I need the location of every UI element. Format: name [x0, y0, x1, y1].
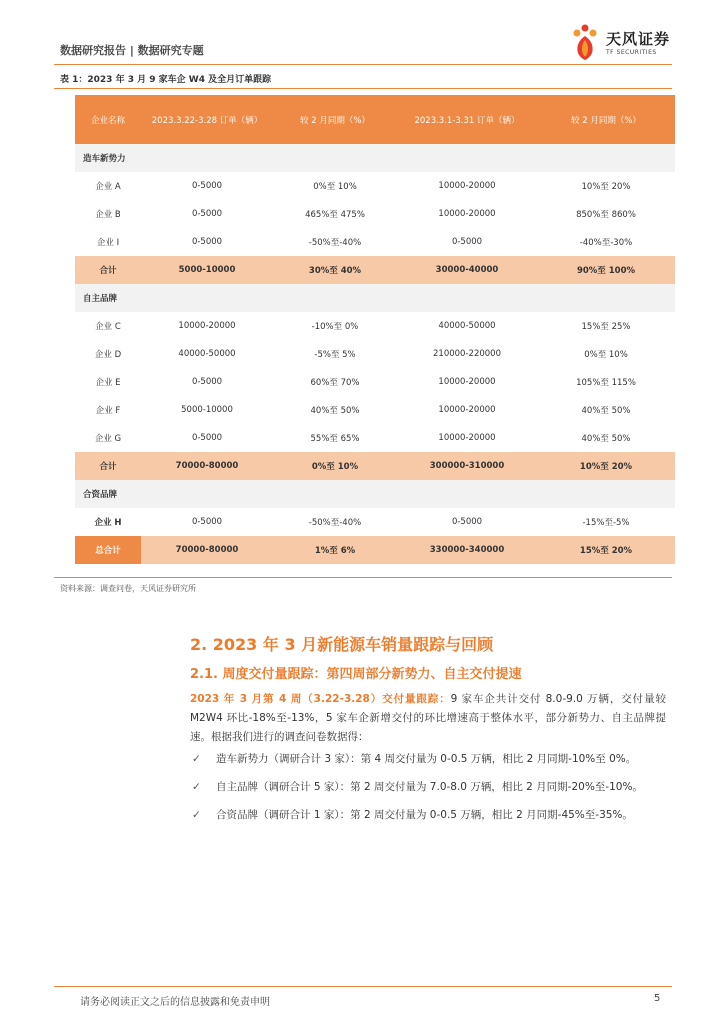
cell: 90%至 100%: [537, 256, 675, 284]
cell: 合计: [75, 256, 141, 284]
cell: 40000-50000: [438, 321, 496, 331]
section-title: 造车新势力: [75, 144, 675, 172]
cell: 5000-10000: [141, 256, 273, 284]
cell: 15%至 20%: [537, 536, 675, 564]
cell: 30000-40000: [397, 256, 537, 284]
cell: 总合计: [75, 536, 141, 564]
header-divider: [54, 64, 672, 65]
page-number: 5: [654, 993, 661, 1004]
table-bottom-divider: [54, 577, 672, 578]
cell: 企业 D: [94, 350, 122, 360]
cell: 0-5000: [191, 181, 223, 191]
cell: -15%至-5%: [582, 518, 630, 528]
cell: 30%至 40%: [273, 256, 397, 284]
table-row: [75, 200, 675, 228]
cell: 企业 I: [96, 238, 120, 248]
report-type: 数据研究报告 | 数据研究专题: [60, 44, 204, 57]
cell: 40%至 50%: [581, 406, 631, 416]
cell: 0-5000: [191, 433, 223, 443]
table-row: [75, 312, 675, 340]
cell: 1%至 6%: [273, 536, 397, 564]
table-row: [75, 340, 675, 368]
table-row: [75, 424, 675, 452]
cell: 10%至 20%: [537, 452, 675, 480]
cell: 0%至 10%: [313, 182, 357, 192]
cell: 10000-20000: [178, 321, 236, 331]
cell: 0-5000: [191, 237, 223, 247]
cell: 70000-80000: [141, 452, 273, 480]
cell: 0%至 10%: [273, 452, 397, 480]
cell: 0-5000: [191, 377, 223, 387]
paragraph-text: 9 家车企共计交付 8.0-9.0 万辆，交付量较 M2W4 环比-18%至-13%，5 家车企新增交付的环比增速高于整体水平，部分新势力、自主品牌提速。根据我们进行的调查问卷数据得：: [190, 693, 666, 743]
cell: 105%至 115%: [576, 378, 636, 388]
cell: 5000-10000: [181, 405, 233, 415]
cell: 850%至 860%: [576, 210, 636, 220]
cell: 10000-20000: [438, 433, 496, 443]
logo-icon: [568, 22, 602, 62]
table-row: [75, 172, 675, 200]
cell: 10%至 20%: [581, 182, 631, 192]
section-title: 自主品牌: [75, 284, 675, 312]
table-header-row: [75, 95, 675, 144]
column-header: 2023.3.22-3.28 订单（辆）: [141, 95, 273, 144]
column-header: 企业名称: [75, 95, 141, 144]
cell: 企业 A: [95, 182, 121, 192]
cell: 55%至 65%: [310, 434, 360, 444]
cell: 0-5000: [451, 237, 483, 247]
checkmark-icon: ✓: [192, 781, 201, 793]
footer-divider: [54, 986, 672, 987]
cell: 70000-80000: [141, 536, 273, 564]
cell: -50%至-40%: [308, 238, 362, 248]
logo-name: 天风证券: [606, 30, 671, 48]
company-logo: [568, 22, 678, 62]
cell: 企业 B: [95, 210, 121, 220]
orders-table: [75, 95, 675, 564]
cell: 10000-20000: [438, 181, 496, 191]
cell: 0%至 10%: [584, 350, 628, 360]
cell: 企业 H: [94, 518, 122, 528]
bullet-item: [190, 806, 668, 824]
section-row: [75, 284, 675, 312]
table-source: 资料来源：调查问卷，天风证券研究所: [60, 584, 196, 593]
bullet-list: [190, 750, 668, 834]
bullet-text: 造车新势力（调研合计 3 家）：第 4 周交付量为 0-0.5 万辆，相比 2 月同期-10%至 0%。: [216, 753, 637, 765]
subtotal-row: [75, 256, 675, 284]
cell: 15%至 25%: [581, 322, 631, 332]
bullet-item: [190, 778, 668, 796]
cell: 210000-220000: [433, 349, 501, 359]
column-header: 较 2 月同期（%）: [537, 95, 675, 144]
footer-disclaimer: 请务必阅读正文之后的信息披露和免责申明: [80, 997, 270, 1008]
cell: -40%至-30%: [579, 238, 633, 248]
table-row: [75, 368, 675, 396]
cell: 40%至 50%: [310, 406, 360, 416]
checkmark-icon: ✓: [192, 809, 201, 821]
column-header: 较 2 月同期（%）: [273, 95, 397, 144]
bullet-text: 自主品牌（调研合计 5 家）：第 2 周交付量为 7.0-8.0 万辆，相比 2 月同期-20%至-10%。: [216, 781, 643, 793]
table-row: [75, 228, 675, 256]
body-paragraph: [190, 690, 666, 747]
cell: -50%至-40%: [308, 518, 362, 528]
logo-en: TF SECURITIES: [606, 49, 657, 56]
section-row: [75, 480, 675, 508]
section-row: [75, 144, 675, 172]
cell: 0-5000: [451, 517, 483, 527]
cell: 企业 C: [95, 322, 121, 332]
cell: -10%至 0%: [311, 322, 359, 332]
cell: 10000-20000: [438, 405, 496, 415]
cell: -5%至 5%: [314, 350, 356, 360]
cell: 465%至 475%: [305, 210, 365, 220]
cell: 40%至 50%: [581, 434, 631, 444]
section-heading: 2. 2023 年 3 月新能源车销量跟踪与回顾: [190, 635, 494, 654]
bullet-item: [190, 750, 668, 768]
section-title: 合资品牌: [75, 480, 675, 508]
cell: 0-5000: [191, 209, 223, 219]
bullet-text: 合资品牌（调研合计 1 家）：第 2 周交付量为 0-0.5 万辆，相比 2 月同期-45%至-35%。: [216, 809, 633, 821]
cell: 企业 F: [95, 406, 121, 416]
checkmark-icon: ✓: [192, 753, 201, 765]
cell: 企业 E: [95, 378, 121, 388]
caption-divider: [54, 88, 672, 89]
paragraph-lead: 2023 年 3 月第 4 周（3.22-3.28）交付量跟踪：: [190, 693, 451, 705]
table-caption: 表 1：2023 年 3 月 9 家车企 W4 及全月订单跟踪: [60, 75, 272, 85]
cell: 10000-20000: [438, 377, 496, 387]
cell: 企业 G: [94, 434, 122, 444]
grand-total-row: [75, 536, 675, 564]
cell: 300000-310000: [397, 452, 537, 480]
table-row: [75, 508, 675, 536]
cell: 合计: [75, 452, 141, 480]
column-header: 2023.3.1-3.31 订单（辆）: [397, 95, 537, 144]
cell: 330000-340000: [397, 536, 537, 564]
table-row: [75, 396, 675, 424]
cell: 0-5000: [191, 517, 223, 527]
subtotal-row: [75, 452, 675, 480]
subsection-heading: 2.1. 周度交付量跟踪：第四周部分新势力、自主交付提速: [190, 667, 522, 682]
cell: 60%至 70%: [310, 378, 360, 388]
cell: 40000-50000: [178, 349, 236, 359]
cell: 10000-20000: [438, 209, 496, 219]
